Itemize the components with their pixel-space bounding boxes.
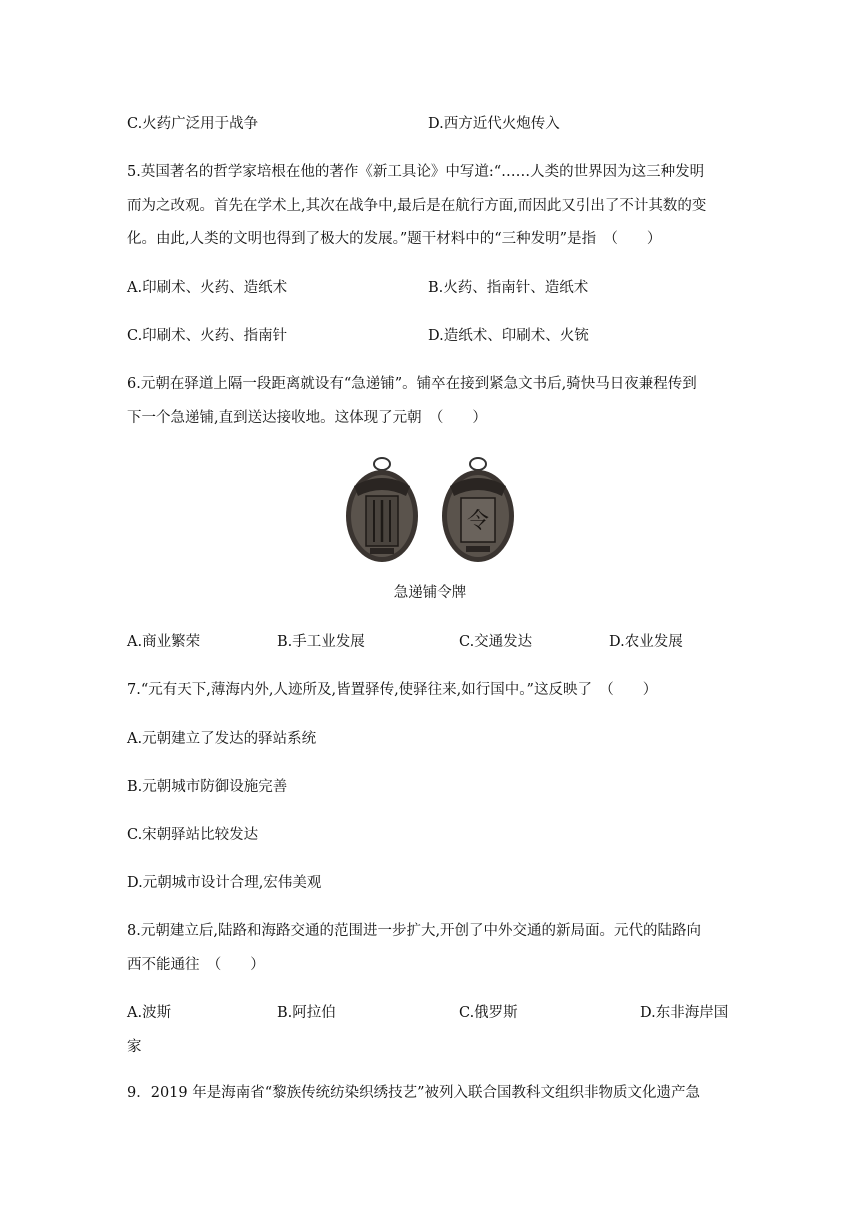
- q7-option-c: C.宋朝驿站比较发达: [127, 827, 259, 843]
- q8-option-c: C.俄罗斯: [459, 1005, 518, 1021]
- q5-option-a: A.印刷术、火药、造纸术: [127, 280, 288, 296]
- q5-stem-line-2: 而为之改观。首先在学术上,其次在战争中,最后是在航行方面,而因此又引出了不计其数的变: [127, 198, 707, 214]
- q7-option-d: D.元朝城市设计合理,宏伟美观: [127, 875, 322, 891]
- q8-stem-line-1: 8.元朝建立后,陆路和海路交通的范围进一步扩大,开创了中外交通的新局面。元代的陆路向: [127, 923, 702, 939]
- q8-option-d: D.东非海岸国: [640, 1005, 729, 1021]
- q8-option-b: B.阿拉伯: [277, 1005, 336, 1021]
- token-image: [340, 456, 520, 566]
- q8-stem-line-2: 西不能通往 （ ）: [127, 957, 265, 973]
- q9-stem: 9．2019 年是海南省“黎族传统纺染织绣技艺”被列入联合国教科文组织非物质文化遗产急: [127, 1085, 701, 1101]
- q5-stem-line-1: 5.英国著名的哲学家培根在他的著作《新工具论》中写道:“……人类的世界因为这三种发明: [127, 164, 705, 180]
- q5-option-b: B.火药、指南针、造纸术: [428, 280, 589, 296]
- q4-option-d: D.西方近代火炮传入: [428, 116, 560, 132]
- q5-option-c: C.印刷术、火药、指南针: [127, 328, 288, 344]
- q7-option-a: A.元朝建立了发达的驿站系统: [127, 731, 317, 747]
- token-back: [442, 458, 514, 562]
- relay-token-illustration: [340, 456, 520, 566]
- q4-option-c: C.火药广泛用于战争: [127, 116, 259, 132]
- token-front: [346, 458, 418, 562]
- q7-option-b: B.元朝城市防御设施完善: [127, 779, 288, 795]
- q5-option-d: D.造纸术、印刷术、火铳: [428, 328, 589, 344]
- q6-stem-line-2: 下一个急递铺,直到送达接收地。这体现了元朝 （ ）: [127, 410, 487, 426]
- q7-stem: 7.“元有天下,薄海内外,人迹所及,皆置驿传,使驿往来,如行国中。”这反映了 （ ）: [127, 682, 658, 698]
- q6-option-c: C.交通发达: [459, 634, 533, 650]
- q6-option-b: B.手工业发展: [277, 634, 365, 650]
- q5-stem-line-3: 化。由此,人类的文明也得到了极大的发展。”题干材料中的“三种发明”是指 （ ）: [127, 231, 662, 247]
- image-caption: 急递铺令牌: [393, 585, 467, 601]
- q8-option-d-wrap: 家: [127, 1039, 142, 1055]
- q6-option-a: A.商业繁荣: [127, 634, 201, 650]
- q8-option-a: A.波斯: [127, 1005, 172, 1021]
- token-glyph: 令: [466, 509, 490, 534]
- q6-option-d: D.农业发展: [609, 634, 683, 650]
- q6-stem-line-1: 6.元朝在驿道上隔一段距离就设有“急递铺”。铺卒在接到紧急文书后,骑快马日夜兼程传到: [127, 376, 697, 392]
